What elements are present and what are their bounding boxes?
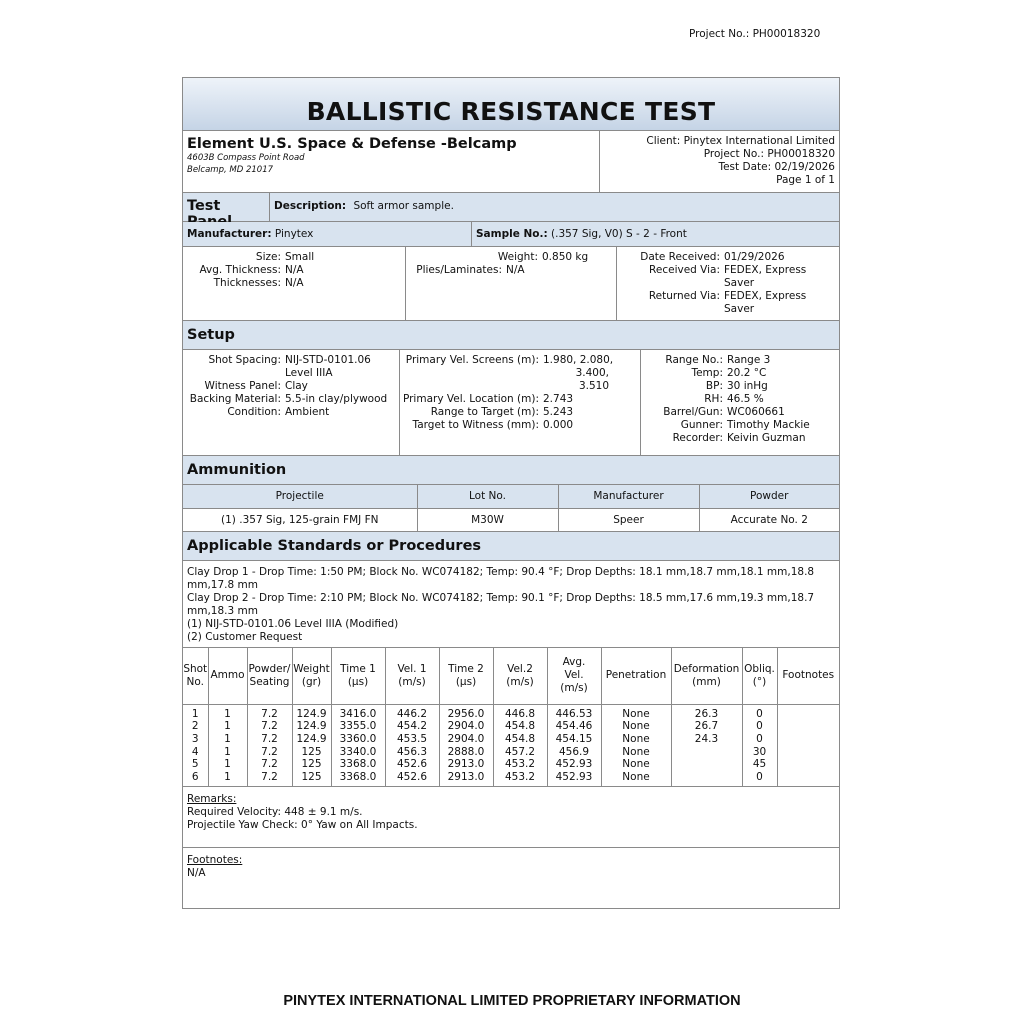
shots-cell: None: [601, 733, 671, 746]
shots-header-text: Obliq.: [744, 662, 775, 675]
shots-cell: 454.15: [547, 733, 601, 746]
received-via-value: FEDEX, Express: [724, 264, 807, 276]
table-row: [183, 720, 839, 733]
shots-header-text: (m/s): [398, 675, 426, 688]
shots-cell: 26.3: [671, 704, 742, 720]
shots-header-text: Seating: [249, 675, 290, 688]
shots-cell: 1: [208, 771, 247, 786]
shots-cell: 457.2: [493, 746, 547, 759]
temp-label: Temp:: [691, 367, 723, 379]
shots-cell: 1: [183, 704, 208, 720]
condition-value: Ambient: [285, 406, 330, 418]
returned-via-label: Returned Via:: [648, 290, 720, 302]
manufacturer-label: Manufacturer:: [187, 228, 272, 240]
shots-cell: 7.2: [247, 746, 292, 759]
avg-thickness-label: Avg. Thickness:: [199, 264, 281, 276]
shots-header-cell: [183, 648, 208, 704]
range-to-target-label: Range to Target (m):: [430, 406, 539, 418]
standards-line: Clay Drop 2 - Drop Time: 2:10 PM; Block No. WC074182; Temp: 90.1 °F; Drop Depths: 18.5 mm,17.6 mm,19.3 mm,18.7: [187, 592, 815, 604]
shots-cell: 456.3: [385, 746, 439, 759]
shots-cell: [777, 771, 839, 786]
shots-cell: 453.5: [385, 733, 439, 746]
thicknesses-label: Thicknesses:: [213, 277, 281, 289]
gunner-value: Timothy Mackie: [727, 419, 810, 431]
sample-label: Sample No.:: [476, 228, 548, 240]
test-date-value: 02/19/2026: [774, 161, 835, 173]
shots-cell: 3416.0: [331, 704, 385, 720]
ammo-header-projectile: Projectile: [183, 485, 417, 508]
shots-cell: 454.8: [493, 720, 547, 733]
shots-cell: 24.3: [671, 733, 742, 746]
shots-cell: 1: [208, 720, 247, 733]
received-via-label: Received Via:: [649, 264, 720, 276]
shots-cell: 446.2: [385, 704, 439, 720]
size-value: Small: [285, 251, 315, 263]
shots-cell: 6: [183, 771, 208, 786]
proprietary-banner: PINYTEX INTERNATIONAL LIMITED PROPRIETARY INFORMATION: [283, 993, 741, 1009]
shot-spacing-value: NIJ-STD-0101.06: [285, 354, 371, 366]
witness-panel-label: Witness Panel:: [204, 380, 281, 392]
shots-header-text: Footnotes: [782, 669, 835, 682]
range-to-target-value: 5.243: [543, 406, 574, 418]
bp-value: 30 inHg: [727, 380, 768, 392]
date-received-label: Date Received:: [640, 251, 720, 263]
manufacturer-section: [183, 222, 839, 247]
project-line: [600, 148, 835, 161]
gunner-label: Gunner:: [680, 419, 723, 431]
backing-material-label: Backing Material:: [189, 393, 281, 405]
standards-line: (2) Customer Request: [187, 631, 303, 643]
shots-cell: 3340.0: [331, 746, 385, 759]
test-date-label: Test Date:: [718, 161, 772, 173]
remarks-line: Required Velocity: 448 ± 9.1 m/s.: [187, 805, 363, 818]
recorder-value: Keivin Guzman: [727, 432, 806, 444]
shot-spacing-value-2: Level IIIA: [285, 367, 333, 379]
shots-cell: 454.8: [493, 733, 547, 746]
shots-cell: 1: [208, 746, 247, 759]
shots-cell: 0: [742, 771, 777, 786]
table-row: [183, 771, 839, 786]
panel-info-section: [183, 247, 839, 321]
top-project-number: [689, 28, 820, 40]
range-no-label: Range No.:: [665, 354, 723, 366]
barrel-label: Barrel/Gun:: [663, 406, 723, 418]
shots-cell: 2: [183, 720, 208, 733]
shots-header-text: Time 1: [340, 662, 376, 675]
vel-screens-label: Primary Vel. Screens (m):: [405, 354, 539, 366]
shots-cell: 3368.0: [331, 771, 385, 786]
table-row: [183, 733, 839, 746]
setup-heading: Setup: [183, 321, 839, 350]
shots-cell: 3355.0: [331, 720, 385, 733]
client-label: Client:: [646, 135, 681, 147]
shots-header-cell: [671, 648, 742, 704]
shots-header-cell: [742, 648, 777, 704]
shots-cell: 3360.0: [331, 733, 385, 746]
footnotes-heading: Footnotes:: [187, 853, 243, 866]
shots-header-text: Time 2: [448, 662, 484, 675]
witness-panel-value: Clay: [285, 380, 308, 392]
shots-cell: 30: [742, 746, 777, 759]
shots-cell: 3: [183, 733, 208, 746]
ammo-header-manufacturer: Manufacturer: [558, 485, 699, 508]
shots-cell: None: [601, 771, 671, 786]
shots-cell: 7.2: [247, 758, 292, 771]
shots-cell: 125: [292, 746, 331, 759]
shots-cell: 7.2: [247, 720, 292, 733]
shots-header-text: (mm): [692, 675, 721, 688]
setup-velocity-column: [400, 350, 641, 455]
standards-line: mm,18.3 mm: [187, 605, 258, 617]
ammunition-table: [183, 485, 839, 531]
ammo-manufacturer: Speer: [558, 508, 699, 531]
table-row: [183, 704, 839, 720]
shots-cell: 452.93: [547, 758, 601, 771]
table-row: [183, 758, 839, 771]
ammo-lot: M30W: [417, 508, 558, 531]
shots-header-text: (gr): [301, 675, 322, 688]
shots-cell: [777, 733, 839, 746]
target-to-witness-value: 0.000: [543, 419, 574, 431]
shots-header-cell: [247, 648, 292, 704]
shots-cell: 0: [742, 733, 777, 746]
vel-screens-value: 1.980, 2.080,: [543, 354, 614, 366]
shots-cell: [777, 704, 839, 720]
shots-cell: 453.2: [493, 771, 547, 786]
shots-cell: [671, 758, 742, 771]
ammo-powder: Accurate No. 2: [730, 513, 808, 526]
ammo-header-powder: Powder: [699, 485, 839, 508]
test-panel-heading: Test: [183, 193, 270, 221]
shots-header-cell: [547, 648, 601, 704]
shots-cell: 452.6: [385, 771, 439, 786]
shots-section: [183, 648, 839, 787]
shots-cell: [671, 771, 742, 786]
shots-cell: [777, 758, 839, 771]
setup-panel-column: [183, 350, 400, 455]
rh-label: RH:: [704, 393, 723, 405]
shots-header-text: Penetration: [605, 669, 667, 682]
shots-header-text: (m/s): [560, 682, 588, 695]
date-received-value: 01/29/2026: [724, 251, 785, 263]
shots-header-text: Vel.2: [507, 662, 533, 675]
standards-section: [183, 561, 839, 648]
barrel-value: WC060661: [727, 406, 785, 418]
manufacturer-field: [183, 222, 472, 246]
remarks-section: [183, 787, 839, 848]
test-panel-section: [183, 193, 839, 222]
shots-cell: 1: [208, 733, 247, 746]
manufacturer-value: Pinytex: [274, 228, 314, 240]
remarks-heading: Remarks:: [187, 792, 237, 805]
shots-header-text: (m/s): [506, 675, 534, 688]
shots-header-text: No.: [186, 675, 204, 688]
setup-section: [183, 350, 839, 456]
shots-cell: 452.93: [547, 771, 601, 786]
shots-cell: 7.2: [247, 704, 292, 720]
shots-cell: 1: [208, 704, 247, 720]
temp-value: 20.2 °C: [727, 367, 767, 379]
shots-header-text: Ammo: [210, 669, 245, 682]
description-value: Soft armor sample.: [353, 200, 454, 212]
shots-header-cell: [601, 648, 671, 704]
recorder-label: Recorder:: [672, 432, 723, 444]
shots-cell: 1: [208, 758, 247, 771]
shots-cell: 2956.0: [439, 704, 493, 720]
shots-cell: 125: [292, 758, 331, 771]
shots-cell: 454.2: [385, 720, 439, 733]
shots-cell: 26.7: [671, 720, 742, 733]
vel-location-value: 2.743: [543, 393, 574, 405]
report-title-band: [183, 78, 839, 131]
standards-line: Clay Drop 1 - Drop Time: 1:50 PM; Block No. WC074182; Temp: 90.4 °F; Drop Depths: 18.1 mm,18.7 mm,18.1 mm,18.8: [187, 566, 815, 578]
rh-value: 46.5 %: [727, 393, 764, 405]
shots-header-cell: [439, 648, 493, 704]
avg-thickness-value: N/A: [285, 264, 304, 276]
shots-body: [183, 704, 839, 786]
ammo-projectile: (1) .357 Sig, 125-grain FMJ FN: [183, 508, 417, 531]
shots-cell: 2913.0: [439, 758, 493, 771]
shots-cell: 3368.0: [331, 758, 385, 771]
report-title: BALLISTIC RESISTANCE TEST: [306, 97, 716, 126]
project-value: PH00018320: [767, 148, 835, 160]
top-project-value: PH00018320: [752, 28, 821, 40]
test-panel-description: [270, 193, 839, 221]
panel-shipping-column: [617, 247, 839, 320]
shots-header-text: (°): [752, 675, 767, 688]
sample-field: [472, 222, 839, 246]
panel-weight-column: [406, 247, 617, 320]
shots-cell: None: [601, 758, 671, 771]
shots-cell: 0: [742, 704, 777, 720]
vel-location-label: Primary Vel. Location (m):: [402, 393, 539, 405]
shots-cell: 453.2: [493, 758, 547, 771]
shots-cell: 456.9: [547, 746, 601, 759]
shots-cell: 2904.0: [439, 720, 493, 733]
shots-header-cell: [493, 648, 547, 704]
returned-via-value-2: Saver: [724, 303, 755, 315]
shots-cell: 446.8: [493, 704, 547, 720]
ammunition-section: [183, 485, 839, 532]
shots-header-cell: [385, 648, 439, 704]
vel-screens-value-2: 3.400, 3.510: [575, 367, 609, 392]
lab-address-2: Belcamp, MD 21017: [187, 165, 274, 175]
shots-header-cell: [292, 648, 331, 704]
shots-cell: 5: [183, 758, 208, 771]
shots-cell: 125: [292, 771, 331, 786]
shots-cell: 2913.0: [439, 771, 493, 786]
footnotes-section: [183, 848, 839, 908]
shots-cell: [777, 746, 839, 759]
top-project-label: Project No.:: [689, 28, 750, 40]
thicknesses-value: N/A: [285, 277, 304, 289]
plies-value: N/A: [506, 264, 525, 276]
shots-table: [183, 648, 839, 786]
shots-cell: None: [601, 746, 671, 759]
org-section: [183, 131, 839, 193]
shots-cell: 124.9: [292, 720, 331, 733]
weight-value: 0.850 kg: [542, 251, 589, 263]
ammo-header-lot: Lot No.: [417, 485, 558, 508]
shots-header-text: Powder/: [248, 662, 291, 675]
size-label: Size:: [255, 251, 281, 263]
shots-header-text: Vel. 1: [397, 662, 427, 675]
footnotes-value: N/A: [187, 866, 206, 879]
standards-heading: Applicable Standards or Procedures: [183, 532, 839, 561]
client-value: Pinytex International Limited: [683, 135, 835, 147]
shots-cell: 7.2: [247, 733, 292, 746]
ammunition-row: [183, 508, 839, 531]
shots-header-text: Vel.: [564, 669, 584, 682]
lab-info: [183, 131, 600, 192]
standards-line: mm,17.8 mm: [187, 579, 258, 591]
shots-cell: 454.46: [547, 720, 601, 733]
lab-address-1: 4603B Compass Point Road: [187, 153, 305, 163]
backing-material-value: 5.5-in clay/plywood: [285, 393, 388, 405]
remarks-line: Projectile Yaw Check: 0° Yaw on All Impacts.: [187, 818, 418, 831]
shots-cell: 7.2: [247, 771, 292, 786]
lab-name: Element U.S. Space & Defense -Belcamp: [187, 136, 517, 152]
sample-value: (.357 Sig, V0) S - 2 - Front: [551, 228, 687, 240]
shots-cell: 446.53: [547, 704, 601, 720]
report-form: [182, 77, 840, 909]
shots-header-text: Deformation: [673, 662, 740, 675]
shots-cell: [777, 720, 839, 733]
project-label: Project No.:: [703, 148, 764, 160]
shots-cell: 45: [742, 758, 777, 771]
panel-size-column: [183, 247, 406, 320]
shots-header-cell: [208, 648, 247, 704]
bp-label: BP:: [705, 380, 723, 392]
condition-label: Condition:: [227, 406, 281, 418]
table-row: [183, 746, 839, 759]
shots-cell: [671, 746, 742, 759]
shots-header-text: Weight: [293, 662, 330, 675]
weight-label: Weight:: [497, 251, 538, 263]
shots-cell: 124.9: [292, 704, 331, 720]
shots-cell: 2904.0: [439, 733, 493, 746]
page-indicator: Page 1 of 1: [776, 174, 835, 186]
shots-cell: None: [601, 720, 671, 733]
range-no-value: Range 3: [727, 354, 771, 366]
shots-cell: 452.6: [385, 758, 439, 771]
shots-header-cell: [777, 648, 839, 704]
shots-cell: 4: [183, 746, 208, 759]
shots-cell: 124.9: [292, 733, 331, 746]
shots-header-text: Avg.: [562, 656, 586, 669]
shots-cell: None: [601, 704, 671, 720]
shots-header-text: Shot: [183, 662, 208, 675]
client-line: [600, 135, 835, 148]
description-label: Description:: [274, 200, 347, 212]
shots-header-text: (µs): [347, 675, 369, 688]
ammunition-heading: Ammunition: [183, 456, 839, 485]
standards-line: (1) NIJ-STD-0101.06 Level IIIA (Modified): [187, 618, 399, 630]
setup-range-column: [641, 350, 839, 455]
shot-spacing-label: Shot Spacing:: [208, 354, 281, 366]
returned-via-value: FEDEX, Express: [724, 290, 807, 302]
target-to-witness-label: Target to Witness (mm):: [412, 419, 539, 431]
test-date-line: [600, 161, 835, 174]
shots-cell: 2888.0: [439, 746, 493, 759]
received-via-value-2: Saver: [724, 277, 755, 289]
shots-header-row: [183, 648, 839, 704]
client-info: [600, 131, 839, 192]
ammunition-header-row: [183, 485, 839, 508]
shots-header-text: (µs): [455, 675, 477, 688]
shots-cell: 0: [742, 720, 777, 733]
shots-header-cell: [331, 648, 385, 704]
plies-label: Plies/Laminates:: [416, 264, 502, 276]
